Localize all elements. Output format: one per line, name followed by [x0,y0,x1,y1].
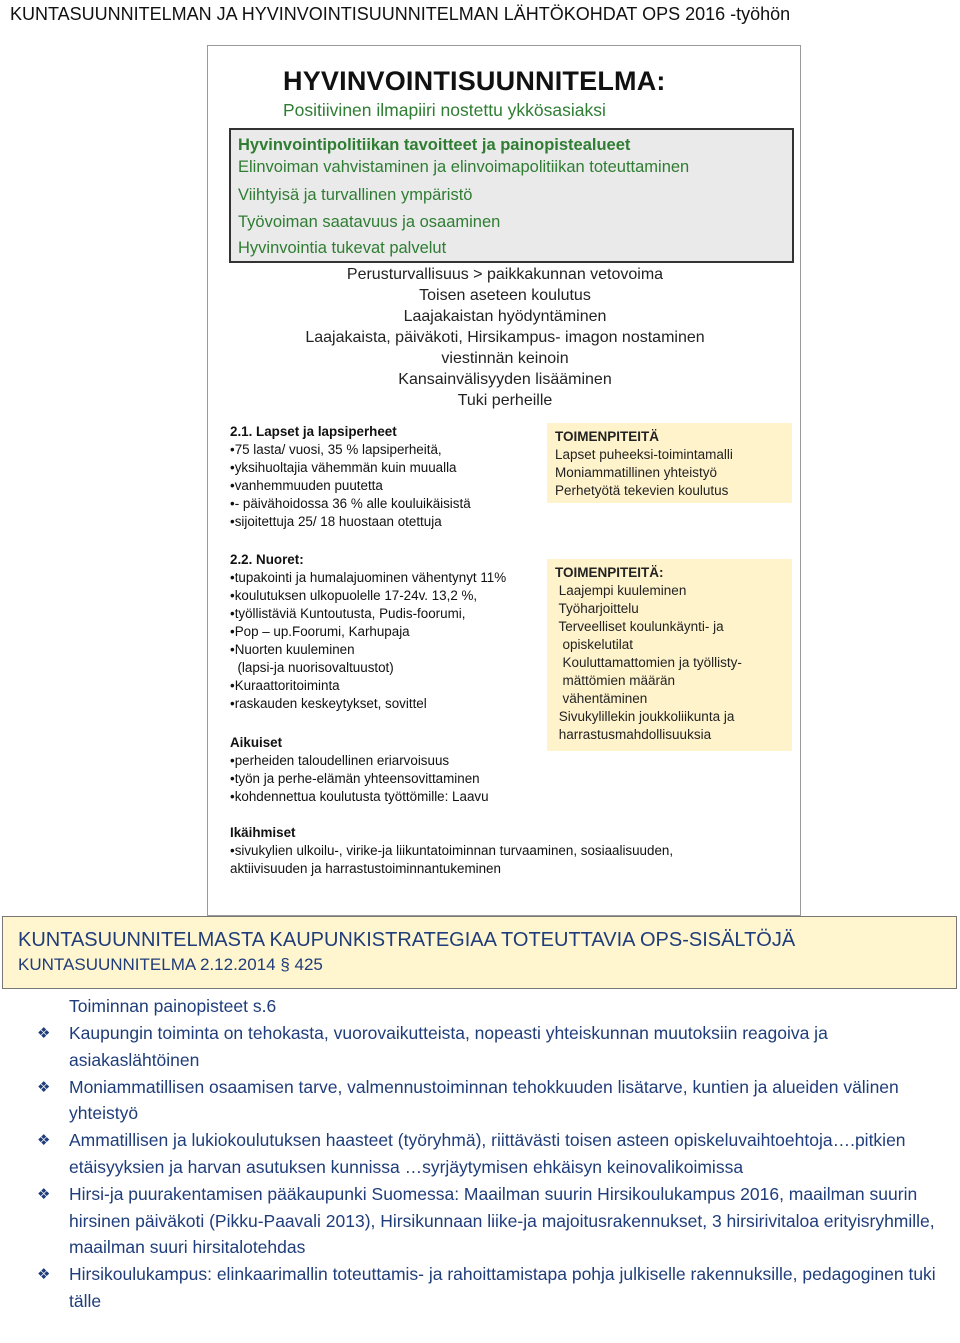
youth-action: mättömien määrän [555,673,676,688]
goals-heading: Hyvinvointipolitiikan tavoitteet ja painopistealueet [238,136,631,154]
priority-item: viestinnän keinoin [441,350,569,367]
youth-action: Kouluttamattomien ja työllisty- [555,655,742,670]
goals-box [229,128,794,263]
focus-bullet-text: Kaupungin toiminta on tehokasta, vuorovaikutteista, nopeasti yhteiskunnan muutoksiin reagoiva ja asiakaslähtöinen [69,1023,828,1070]
priority-item: Toisen aseteen koulutus [419,287,591,304]
strategy-subtitle: KUNTASUUNNITELMA 2.12.2014 § 425 [18,955,323,974]
children-section [230,423,471,531]
children-action: Perhetyötä tekevien koulutus [555,483,729,498]
children-heading: 2.1. Lapset ja lapsiperheet [230,424,397,439]
elderly-line: aktiivisuuden ja harrastustoiminnantukeminen [230,861,501,876]
youth-heading: 2.2. Nuoret: [230,552,304,567]
children-action: Lapset puheeksi-toimintamalli [555,447,733,462]
children-actions-heading: TOIMENPITEITÄ [555,429,660,444]
children-line: •yksihuoltajia vähemmän kuin muualla [230,460,457,475]
priority-item: Laajakaistan hyödyntäminen [403,308,607,325]
focus-bullet-list [37,1020,960,1315]
goal-item: Hyvinvointia tukevat palvelut [238,239,447,257]
children-line: •75 lasta/ vuosi, 35 % lapsiperheitä, [230,442,442,457]
adults-line: •työn ja perhe-elämän yhteensovittaminen [230,771,480,786]
diamond-bullet-icon: ❖ [37,1184,51,1203]
focus-bullet [37,1181,960,1261]
youth-action: Sivukylillekin joukkoliikunta ja [555,709,735,724]
youth-line: •tupakointi ja humalajuominen vähentynyt 11% [230,570,507,585]
youth-action: harrastusmahdollisuuksia [555,727,712,742]
diamond-bullet-icon: ❖ [37,1131,51,1150]
youth-action: vähentäminen [555,691,648,706]
adults-section [230,734,489,806]
youth-actions-heading: TOIMENPITEITÄ: [555,565,664,580]
children-line: •- päivähoidossa 36 % alle kouluikäisistä [230,496,471,511]
adults-line: •kohdennettua koulutusta työttömille: Laavu [230,789,489,804]
focus-bullet-text: Moniammatillisen osaamisen tarve, valmennustoiminnan tehokkuuden lisätarve, kuntien ja alueiden välinen yhteistyö [69,1076,899,1124]
priority-list [208,264,802,411]
children-line: •sijoitettuja 25/ 18 huostaan otettuja [230,514,442,529]
diamond-bullet-icon: ❖ [37,1024,51,1042]
adults-line: •perheiden taloudellinen eriarvoisuus [230,753,450,768]
welfare-plan-subtitle: Positiivinen ilmapiiri nostettu ykkösasiaksi [283,100,606,120]
goal-item: Viihtyisä ja turvallinen ympäristö [238,186,473,204]
youth-line: •Nuorten kuuleminen [230,642,355,657]
elderly-line: •sivukylien ulkoilu-, virike-ja liikuntatoiminnan turvaaminen, sosiaalisuuden, [230,843,674,858]
focus-bullet-text: Ammatillisen ja lukiokoulutuksen haasteet (työryhmä), riittävästi toisen asteen opiskeluvaihtoehtoja….pitkien etäisyyksien ja harvan asutuksen kunnissa …syrjäytymisen ehkäisyn keinovalikoimissa [69,1130,906,1177]
youth-action: Työharjoittelu [555,601,639,616]
youth-line: •raskauden keskeytykset, sovittel [230,696,427,711]
goal-item: Elinvoiman vahvistaminen ja elinvoimapolitiikan toteuttaminen [238,158,690,176]
focus-bullet [37,1020,960,1074]
youth-action: Terveelliset koulunkäynti- ja [555,619,724,634]
children-action: Moniammatillinen yhteistyö [555,465,718,480]
focus-bullet-text: Hirsi-ja puurakentamisen pääkaupunki Suomessa: Maailman suurin Hirsikoulukampus 2016, maailman suurin hirsinen päiväkoti (Pikku-Paavali 2013), Hirsikunnaan liike-ja majoitusrakennukset, 3 hirsirivitaloa erityisryhmille, maailman suuri hirsitalotehdas [69,1183,935,1258]
diamond-bullet-icon: ❖ [37,1077,51,1096]
strategy-title: KUNTASUUNNITELMASTA KAUPUNKISTRATEGIAA TOTEUTTAVIA OPS-SISÄLTÖJÄ [18,929,796,951]
elderly-heading: Ikäihmiset [230,825,296,840]
adults-heading: Aikuiset [230,735,283,750]
priority-item: Laajakaista, päiväkoti, Hirsikampus- imagon nostaminen [305,329,705,346]
focus-bullet [37,1261,960,1315]
children-line: •vanhemmuuden puutetta [230,478,383,493]
youth-line: •Pop – up.Foorumi, Karhupaja [230,624,410,639]
strategy-header [2,916,957,989]
welfare-plan-title: HYVINVOINTISUUNNITELMA: [283,66,666,96]
focus-bullet-text: Hirsikoulukampus: elinkaarimallin toteuttamis- ja rahoittamistapa pohja julkiselle rakennuksille, pedagoginen tuki tälle [69,1264,936,1311]
youth-line: •työllistäviä Kuntoutusta, Pudis-foorumi, [230,606,466,621]
youth-action: opiskelutilat [555,637,634,652]
youth-line: (lapsi-ja nuorisovaltuustot) [230,660,394,675]
focus-title: Toiminnan painopisteet s.6 [69,996,277,1016]
children-actions-box [547,423,792,503]
focus-bullet [37,1127,960,1181]
youth-line: •Kuraattoritoiminta [230,678,340,693]
diamond-bullet-icon: ❖ [37,1265,51,1284]
focus-bullet [37,1074,960,1128]
youth-line: •koulutuksen ulkopuolelle 17-24v. 13,2 %, [230,588,478,603]
page-title: KUNTASUUNNITELMAN JA HYVINVOINTISUUNNITELMAN LÄHTÖKOHDAT OPS 2016 -työhön [10,4,791,24]
goal-item: Työvoiman saatavuus ja osaaminen [238,212,501,231]
priority-item: Tuki perheille [457,392,553,409]
priority-item: Kansainvälisyyden lisääminen [398,371,612,388]
youth-section [230,551,506,713]
youth-actions-box [547,559,792,751]
youth-action: Laajempi kuuleminen [555,583,687,598]
elderly-section [230,824,673,878]
priority-item: Perusturvallisuus > paikkakunnan vetovoima [346,266,664,283]
welfare-plan-image [207,45,801,916]
